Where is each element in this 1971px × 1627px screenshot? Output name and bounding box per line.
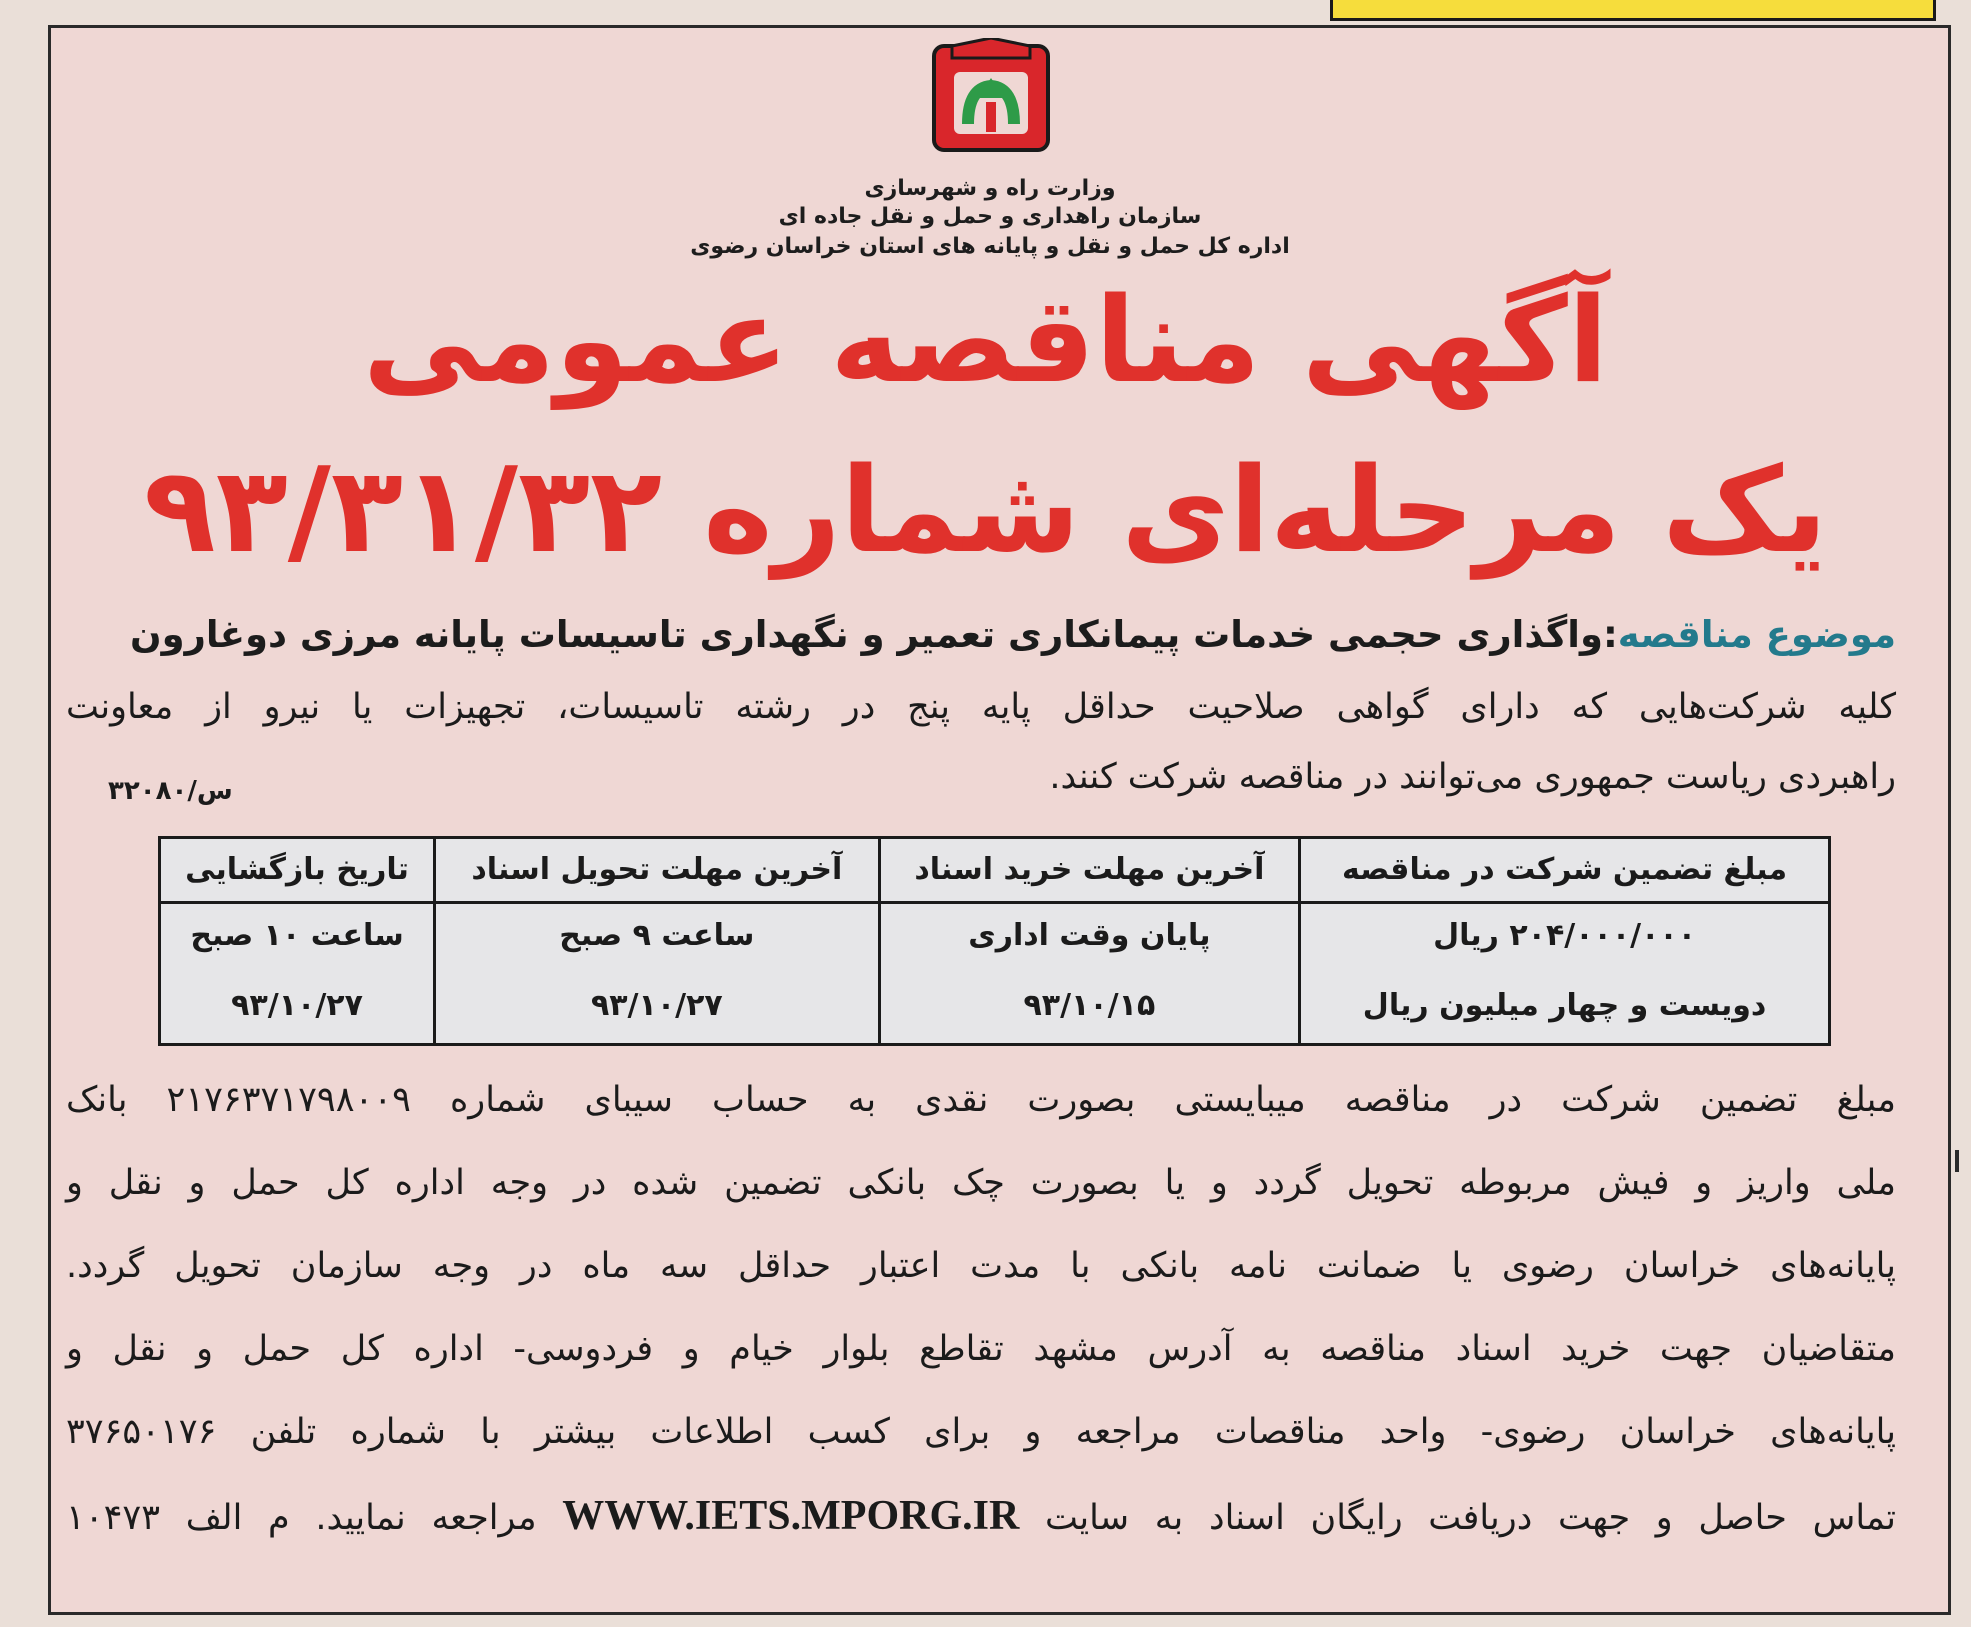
website-link[interactable]: WWW.IETS.MPORG.IR	[562, 1493, 1020, 1539]
cell-opening-time: ساعت ۱۰ صبح	[160, 902, 435, 967]
organization-name: سازمان راهداری و حمل و نقل جاده ای	[778, 204, 1202, 229]
contact-text: تماس حاصل و جهت دریافت رایگان اسناد به سایت	[1045, 1498, 1896, 1538]
subject-label: موضوع مناقصه	[1617, 613, 1896, 656]
body-line-4: متقاضیان جهت خرید اسناد مناقصه به آدرس مشهد تقاطع بلوار خیام و فردوسی- اداره کل حمل و نقل و	[66, 1329, 1896, 1369]
reference-text: مراجعه نمایید. م الف ۱۰۴۷۳	[66, 1498, 537, 1538]
table-row	[160, 902, 1830, 967]
body-line-5: پایانه‌های خراسان رضوی- واحد مناقصات مراجعه و برای کسب اطلاعات بیشتر با شماره تلفن ۳۷۶۵۰۱۷۶	[66, 1412, 1896, 1452]
cell-purchase-time: پایان وقت اداری	[879, 902, 1300, 967]
table-row	[160, 967, 1830, 1044]
edge-mark	[1955, 1150, 1959, 1172]
header-strip	[1330, 0, 1936, 21]
notice-code: ۳۲۰۸۰/س	[108, 776, 233, 806]
cell-delivery-time: ساعت ۹ صبح	[435, 902, 880, 967]
tender-subject	[66, 613, 1896, 656]
header-delivery-deadline: آخرین مهلت تحویل اسناد	[435, 838, 880, 903]
cell-guarantee-words: دویست و چهار میلیون ریال	[1300, 967, 1830, 1044]
tender-number: یک مرحله‌ای شماره ۹۳/۳۱/۳۲	[143, 441, 1828, 579]
tender-info-table	[158, 836, 1831, 1046]
cell-delivery-date: ۹۳/۱۰/۲۷	[435, 967, 880, 1044]
ministry-name: وزارت راه و شهرسازی	[864, 176, 1116, 201]
body-line-1: مبلغ تضمین شرکت در مناقصه میبایستی بصورت نقدی به حساب سیبای شماره ۲۱۷۶۳۷۱۷۹۸۰۰۹ بانک	[66, 1080, 1896, 1120]
eligibility-line-1: کلیه شرکت‌هایی که دارای گواهی صلاحیت حداقل پایه پنج در رشته تاسیسات، تجهیزات یا نیرو از معاونت	[66, 687, 1896, 727]
body-line-2: ملی واریز و فیش مربوطه تحویل گردد و یا بصورت چک بانکی تضمین شده در وجه اداره کل حمل و نقل و	[66, 1163, 1896, 1203]
body-line-3: پایانه‌های خراسان رضوی یا ضمانت نامه بانکی با مدت اعتبار حداقل سه ماه در وجه سازمان تحویل گردد.	[66, 1246, 1896, 1286]
body-line-6	[66, 1492, 1896, 1540]
cell-guarantee-amount: ۲۰۴/۰۰۰/۰۰۰ ریال	[1300, 902, 1830, 967]
header-guarantee: مبلغ تضمین شرکت در مناقصه	[1300, 838, 1830, 903]
cell-purchase-date: ۹۳/۱۰/۱۵	[879, 967, 1300, 1044]
header-opening-date: تاریخ بازگشایی	[160, 838, 435, 903]
notice-title: آگهی مناقصه عمومی	[362, 271, 1609, 409]
ministry-logo-icon	[928, 38, 1054, 156]
tender-notice	[48, 25, 1951, 1615]
header-purchase-deadline: آخرین مهلت خرید اسناد	[879, 838, 1300, 903]
subject-text: :واگذاری حجمی خدمات پیمانکاری تعمیر و نگهداری تاسیسات پایانه مرزی دوغارون	[129, 613, 1618, 656]
cell-opening-date: ۹۳/۱۰/۲۷	[160, 967, 435, 1044]
eligibility-line-2: راهبردی ریاست جمهوری می‌توانند در مناقصه شرکت کنند.	[1049, 757, 1896, 797]
department-name: اداره کل حمل و نقل و پایانه های استان خراسان رضوی	[690, 234, 1290, 259]
table-header-row	[160, 838, 1830, 903]
